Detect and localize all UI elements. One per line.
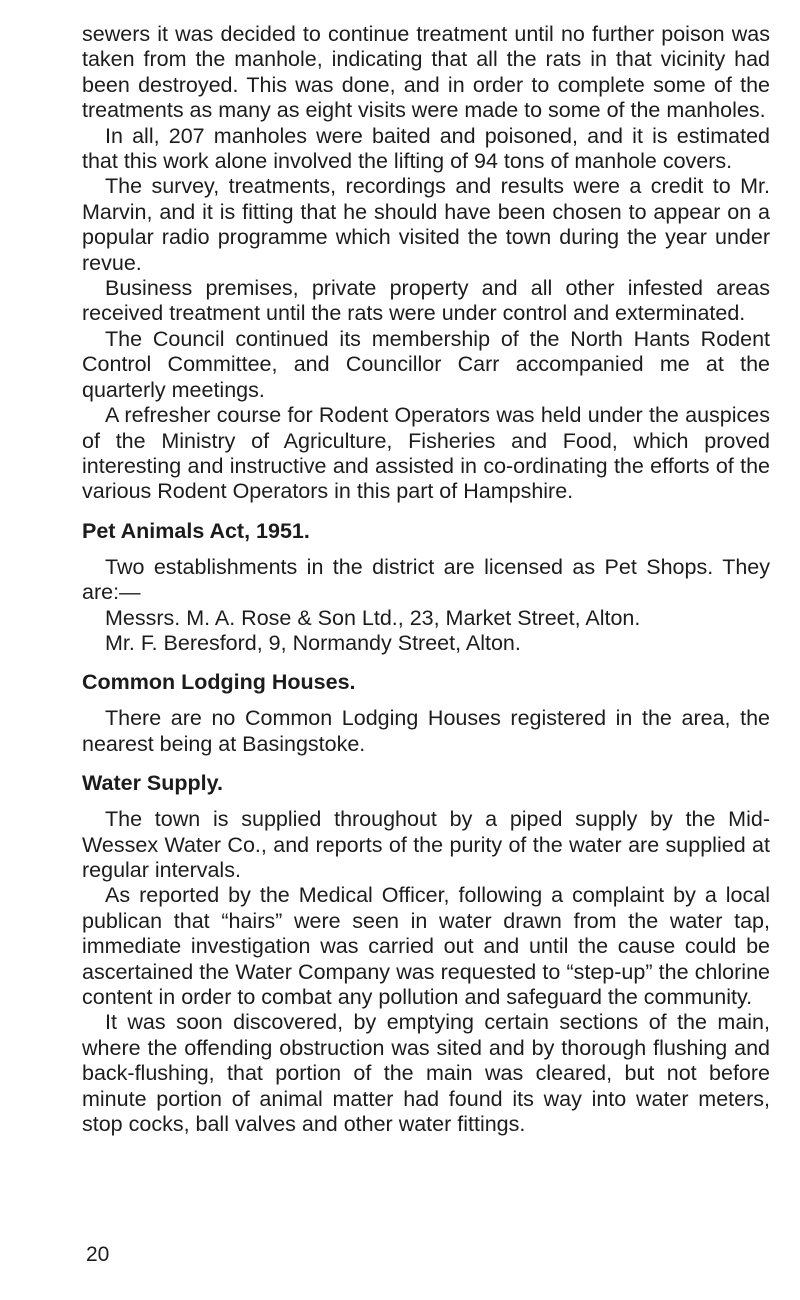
pet-shop-entry: Mr. F. Beresford, 9, Normandy Street, Alton.: [105, 630, 521, 655]
body-paragraph: The town is supplied throughout by a piped supply by the Mid-Wessex Water Co., and reports of the purity of the water are supplied at regular intervals.: [82, 807, 770, 882]
body-paragraph: In all, 207 manholes were baited and poisoned, and it is estimated that this work alone involved the lifting of 94 tons of manhole covers.: [82, 123, 770, 174]
pet-shop-entry: Messrs. M. A. Rose & Son Ltd., 23, Market Street, Alton.: [105, 605, 641, 630]
section-heading-water-supply: Water Supply.: [82, 771, 223, 796]
body-paragraph: The Council continued its membership of the North Hants Rodent Control Committee, and Councillor Carr accompanied me at the quarterly meetings.: [82, 326, 770, 402]
section-heading-lodging-houses: Common Lodging Houses.: [82, 670, 356, 695]
body-paragraph: The survey, treatments, recordings and results were a credit to Mr. Marvin, and it is fitting that he should have been chosen to appear on a popular radio programme which visited the town during the year under revue.: [82, 174, 770, 275]
body-paragraph: As reported by the Medical Officer, following a complaint by a local publican that “hairs” were seen in water drawn from the water tap, immediate investigation was carried out and until the cause could be ascertained the Water Company was requested to “step-up” the chlorine content in order to combat any pollution and safeguard the community.: [82, 883, 770, 1009]
body-paragraph: It was soon discovered, by emptying certain sections of the main, where the offending obstruction was sited and by thorough flushing and back-flushing, that portion of the main was cleared, but not before minute portion of animal matter had found its way into water meters, stop cocks, ball valves and other water fittings.: [82, 1010, 770, 1137]
body-paragraph: Business premises, private property and all other infested areas received treatment until the rats were under control and exterminated.: [82, 276, 770, 326]
section-heading-pet-animals: Pet Animals Act, 1951.: [82, 518, 310, 543]
page-number: 20: [86, 1243, 110, 1266]
document-page: [82, 22, 770, 1137]
body-paragraph: sewers it was decided to continue treatment until no further poison was taken from the manhole, indicating that all the rats in that vicinity had been destroyed. This was done, and in order to complete some of the treatments as many as eight visits were made to some of the manholes.: [82, 22, 770, 123]
body-paragraph: There are no Common Lodging Houses registered in the area, the nearest being at Basingstoke.: [82, 706, 770, 756]
body-paragraph: Two establishments in the district are licensed as Pet Shops. They are:—: [82, 554, 770, 605]
body-paragraph: A refresher course for Rodent Operators was held under the auspices of the Ministry of Agriculture, Fisheries and Food, which proved interesting and instructive and assisted in co-ordinating the efforts of the various Rodent Operators in this part of Hampshire.: [82, 403, 770, 504]
